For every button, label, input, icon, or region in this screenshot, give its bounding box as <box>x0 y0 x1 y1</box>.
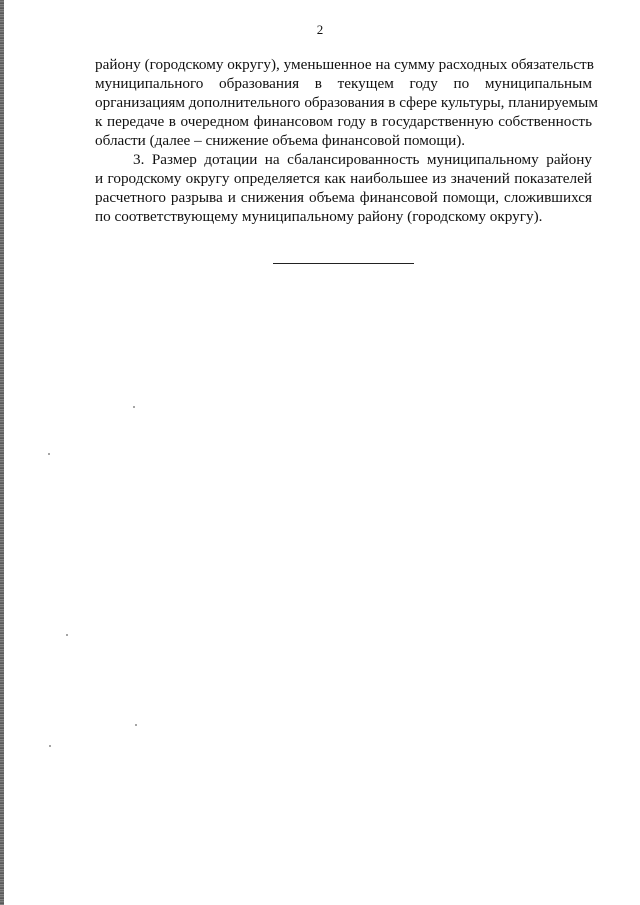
text-line: к передаче в очередном финансовом году в государственную собственность <box>95 113 592 130</box>
text-line: и городскому округу определяется как наибольшее из значений показателей <box>95 170 592 187</box>
text-line: 3. Размер дотации на сбалансированность муниципальному району <box>133 151 592 168</box>
scan-speck <box>135 724 137 726</box>
text-line: области (далее – снижение объема финансовой помощи). <box>95 132 466 149</box>
paragraph-continuation <box>95 55 598 150</box>
scan-speck <box>49 745 51 747</box>
scan-speck <box>133 406 135 408</box>
paragraph-item-3 <box>95 150 592 226</box>
scan-speck <box>48 453 50 455</box>
text-line: расчетного разрыва и снижения объема финансовой помощи, сложившихся <box>95 189 592 206</box>
text-line: муниципального образования в текущем году по муниципальным <box>95 75 592 92</box>
end-separator-line <box>273 263 414 264</box>
text-line: организациям дополнительного образования в сфере культуры, планируемым <box>95 94 598 111</box>
scan-speck <box>66 634 68 636</box>
page-number: 2 <box>316 22 324 37</box>
text-line: по соответствующему муниципальному району (городскому округу). <box>95 208 543 225</box>
scan-edge <box>0 0 4 905</box>
document-body <box>95 55 598 226</box>
text-line: району (городскому округу), уменьшенное на сумму расходных обязательств <box>95 56 594 73</box>
